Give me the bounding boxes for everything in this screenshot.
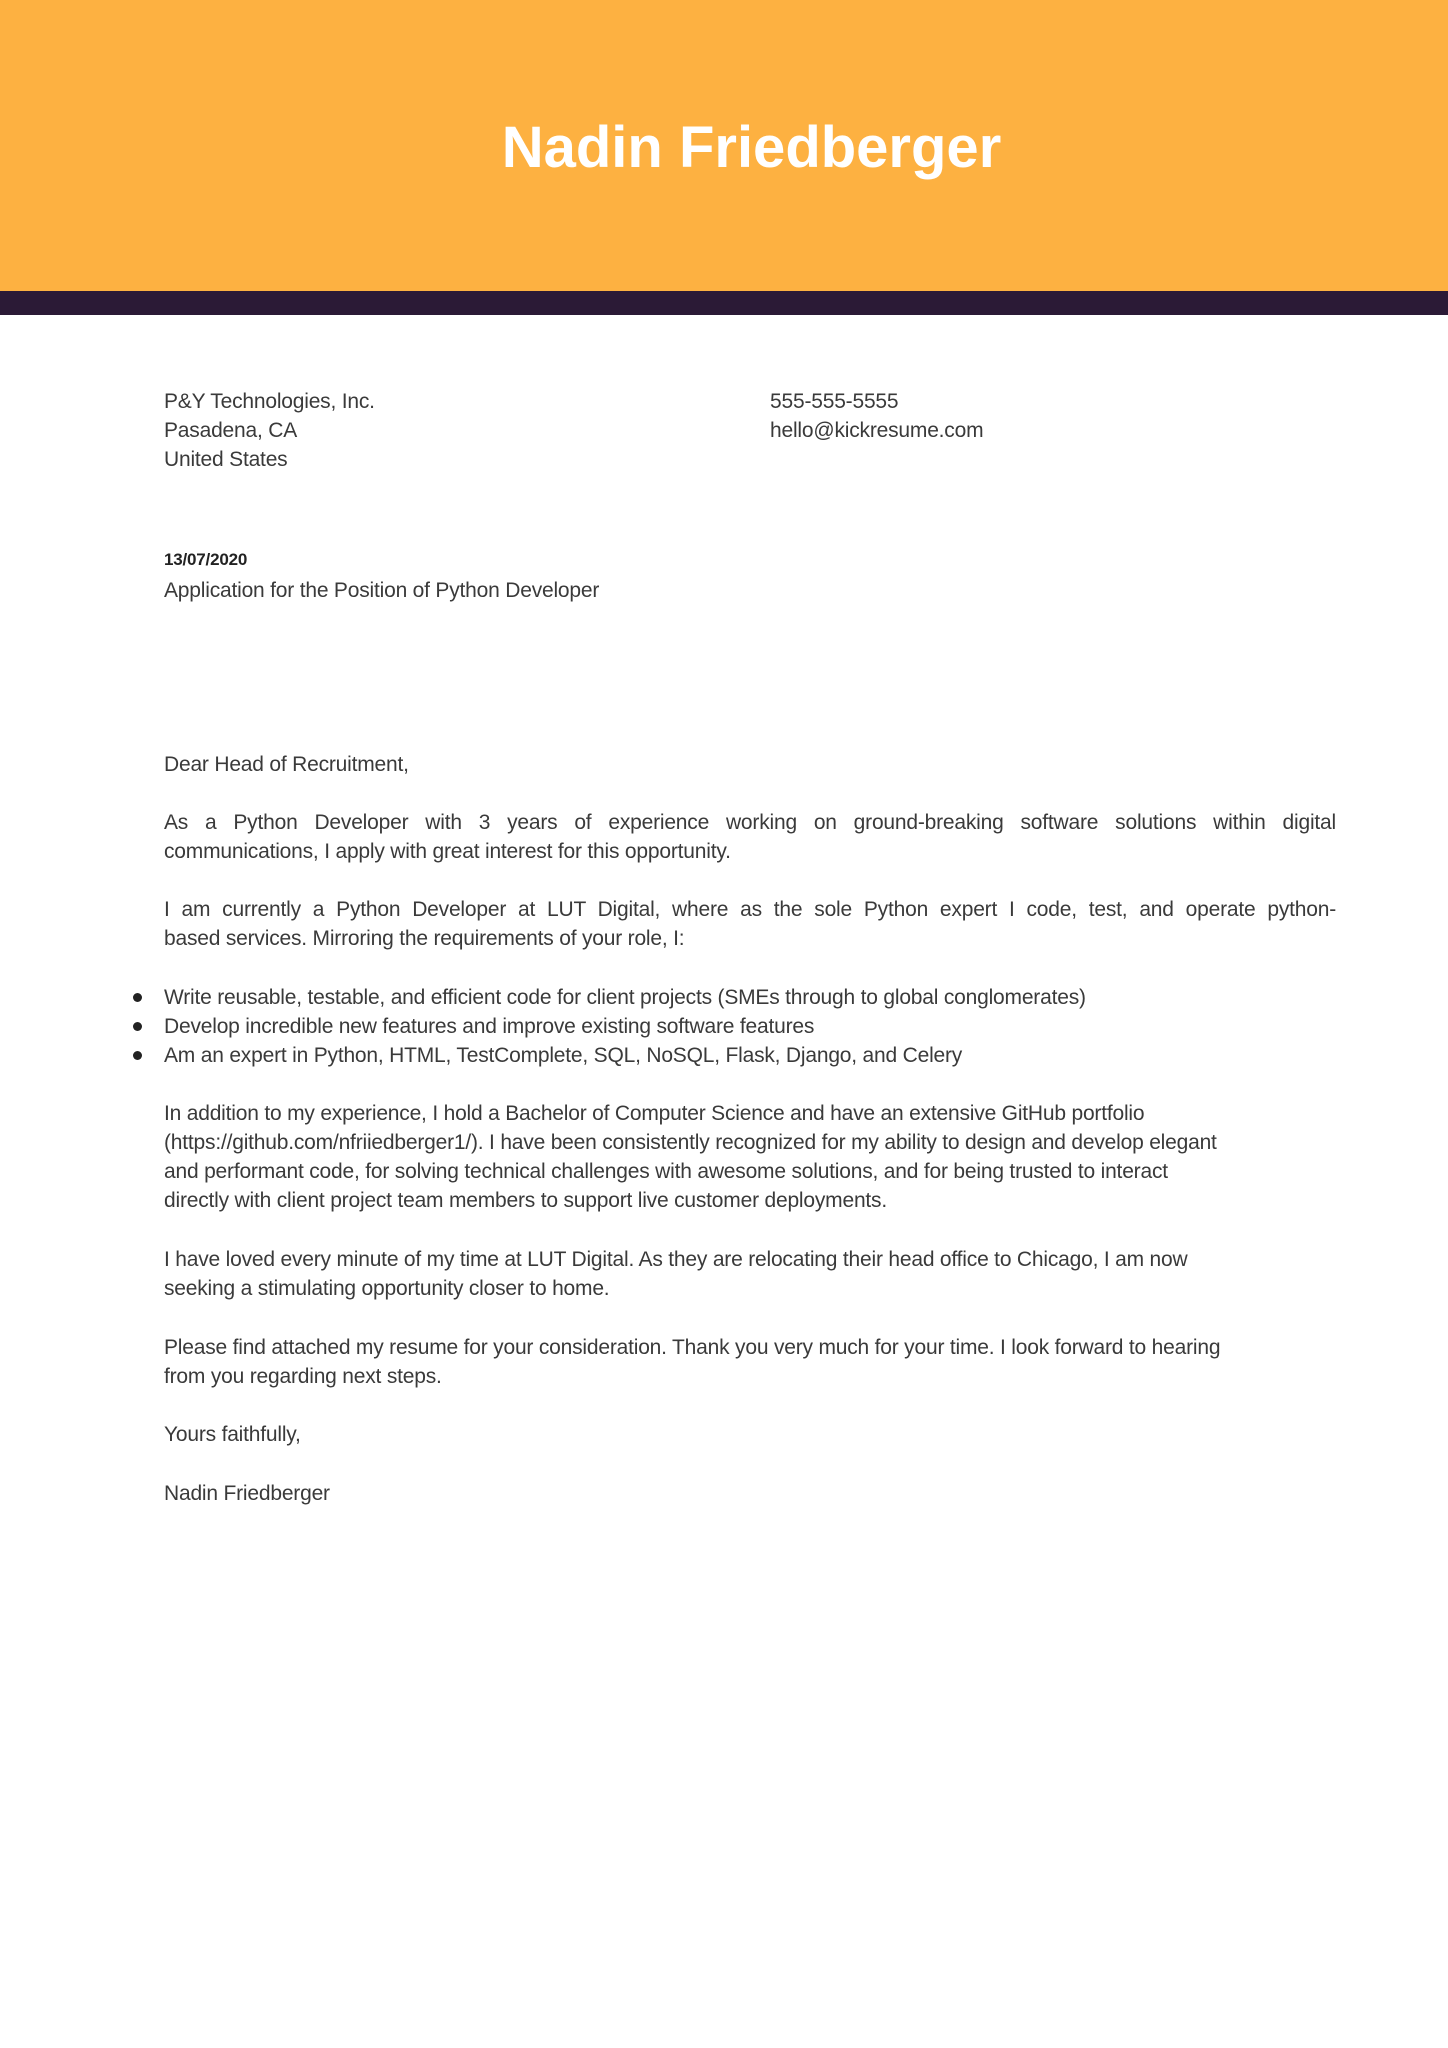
recipient-line: Pasadena, CA: [164, 419, 298, 442]
skills-list: [130, 983, 1330, 1070]
paragraph-3: [164, 1099, 1336, 1215]
paragraph-line: (https://github.com/nfriiedberger1/). I have been consistently recognized for my ability to design and develop elegant: [164, 1131, 1217, 1154]
list-item: [130, 983, 1330, 1012]
recipient-address: [164, 387, 664, 474]
paragraph-line: As a Python Developer with 3 years of experience working on ground-breaking software solutions within digital: [164, 811, 1336, 834]
paragraph-line: based services. Mirroring the requirements of your role, I:: [164, 927, 685, 950]
paragraph-4: [164, 1245, 1336, 1303]
paragraph-1: [164, 808, 1336, 866]
paragraph-line: and performant code, for solving technical challenges with awesome solutions, and for being trusted to interact: [164, 1160, 1168, 1183]
recipient-line: P&Y Technologies, Inc.: [164, 390, 375, 413]
paragraph-5: [164, 1333, 1336, 1391]
signature: Nadin Friedberger: [164, 1482, 330, 1505]
list-item: [130, 1041, 1330, 1070]
greeting: Dear Head of Recruitment,: [164, 753, 409, 776]
paragraph-line: I have loved every minute of my time at LUT Digital. As they are relocating their head office to Chicago, I am now: [164, 1248, 1188, 1271]
letter-meta: [164, 545, 1336, 605]
paragraph-line: seeking a stimulating opportunity closer to home.: [164, 1277, 610, 1300]
header-divider-bar: [0, 291, 1448, 315]
paragraph-2: [164, 895, 1336, 953]
bullet-icon: [133, 993, 142, 1002]
list-item-text: Develop incredible new features and improve existing software features: [164, 1015, 815, 1038]
bullet-icon: [133, 1051, 142, 1060]
paragraph-line: In addition to my experience, I hold a Bachelor of Computer Science and have an extensive GitHub portfolio: [164, 1102, 1145, 1125]
contact-info: [770, 387, 1270, 445]
paragraph-line: I am currently a Python Developer at LUT Digital, where as the sole Python expert I code, test, and operate python-: [164, 898, 1336, 921]
closing: Yours faithfully,: [164, 1423, 301, 1446]
list-item: [130, 1012, 1330, 1041]
letter-date: 13/07/2020: [164, 550, 248, 569]
paragraph-line: Please find attached my resume for your consideration. Thank you very much for your time. I look forward to hearing: [164, 1336, 1221, 1359]
paragraph-line: directly with client project team members to support live customer deployments.: [164, 1189, 887, 1212]
letter-subject: Application for the Position of Python Developer: [164, 579, 600, 602]
bullet-icon: [133, 1022, 142, 1031]
email: hello@kickresume.com: [770, 419, 984, 442]
applicant-name: Nadin Friedberger: [501, 115, 1002, 180]
recipient-line: United States: [164, 448, 288, 471]
phone: 555-555-5555: [770, 390, 899, 413]
paragraph-line: from you regarding next steps.: [164, 1365, 442, 1388]
list-item-text: Write reusable, testable, and efficient code for client projects (SMEs through to global conglomerates): [164, 986, 1086, 1009]
list-item-text: Am an expert in Python, HTML, TestComplete, SQL, NoSQL, Flask, Django, and Celery: [164, 1044, 963, 1067]
paragraph-line: communications, I apply with great interest for this opportunity.: [164, 840, 731, 863]
